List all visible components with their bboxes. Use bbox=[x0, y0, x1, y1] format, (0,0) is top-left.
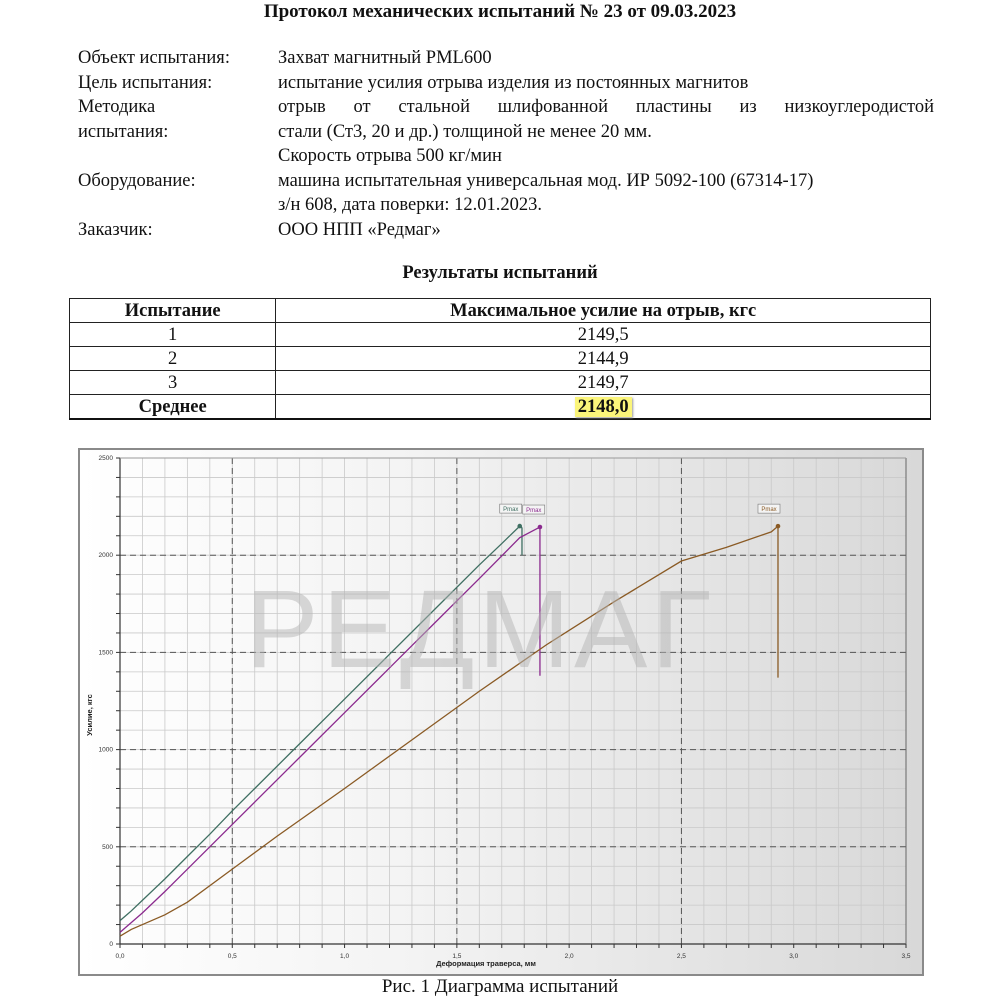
test-number: 1 bbox=[70, 323, 276, 347]
average-row bbox=[70, 395, 931, 420]
x-tick-label: 2,5 bbox=[676, 953, 686, 960]
table-row bbox=[70, 347, 931, 371]
y-axis-label: Усилие, кгс bbox=[85, 694, 94, 736]
peak-marker bbox=[538, 525, 543, 530]
object-label: Объект испытания: bbox=[78, 48, 230, 68]
method-value-2: стали (Ст3, 20 и др.) толщиной не менее 20 мм. bbox=[278, 121, 652, 142]
goal-label: Цель испытания: bbox=[78, 72, 213, 93]
info-row-equipment bbox=[78, 169, 934, 194]
test-info bbox=[78, 46, 934, 242]
equipment-label: Оборудование: bbox=[78, 170, 196, 191]
test-value: 2149,7 bbox=[276, 371, 931, 395]
test-number: 3 bbox=[70, 371, 276, 395]
peak-label: Pmax bbox=[761, 506, 777, 513]
x-tick-label: 2,0 bbox=[564, 953, 574, 960]
customer-value: ООО НПП «Редмаг» bbox=[278, 219, 441, 240]
info-row-method-3 bbox=[78, 144, 934, 169]
test-number: 2 bbox=[70, 347, 276, 371]
method-value-3: Скорость отрыва 500 кг/мин bbox=[278, 146, 502, 166]
average-cell bbox=[276, 395, 931, 420]
x-tick-label: 1,5 bbox=[452, 953, 462, 960]
info-row-equipment-2 bbox=[78, 193, 934, 218]
y-tick-label: 2500 bbox=[98, 455, 113, 462]
x-tick-label: 1,0 bbox=[340, 953, 350, 960]
empty-label bbox=[78, 193, 278, 218]
info-row-method-2 bbox=[78, 120, 934, 145]
test-chart bbox=[78, 448, 924, 976]
results-table bbox=[69, 298, 931, 420]
method-value-1: отрыв от стальной шлифованной пластины из низкоуглеродистой bbox=[278, 97, 934, 117]
average-label: Среднее bbox=[70, 395, 276, 420]
results-title: Результаты испытаний bbox=[402, 263, 598, 283]
x-axis-label: Деформация траверса, мм bbox=[436, 959, 536, 968]
average-value: 2148,0 bbox=[575, 397, 632, 417]
peak-marker bbox=[517, 524, 522, 529]
major-grid bbox=[120, 458, 906, 944]
axes bbox=[116, 458, 906, 948]
header-test: Испытание bbox=[70, 299, 276, 323]
info-row-object bbox=[78, 46, 934, 71]
y-tick-label: 1000 bbox=[98, 746, 113, 754]
table-header-row bbox=[70, 299, 931, 323]
peak-label: Pmax bbox=[526, 507, 542, 514]
x-tick-label: 0,0 bbox=[115, 953, 125, 960]
equipment-value-2: з/н 608, дата поверки: 12.01.2023. bbox=[278, 195, 543, 215]
y-tick-label: 0 bbox=[109, 941, 113, 948]
table-row bbox=[70, 323, 931, 347]
figure-caption: Рис. 1 Диаграмма испытаний bbox=[381, 976, 619, 997]
object-value: Захват магнитный PML600 bbox=[278, 48, 492, 68]
empty-label bbox=[78, 144, 278, 169]
test-value: 2144,9 bbox=[276, 347, 931, 371]
minor-grid bbox=[120, 458, 906, 944]
header-max-force: Максимальное усилие на отрыв, кгс bbox=[276, 299, 931, 323]
y-tick-labels bbox=[99, 455, 114, 948]
info-row-method bbox=[78, 95, 934, 120]
info-row-goal bbox=[78, 71, 934, 96]
method-label-2: испытания: bbox=[78, 121, 169, 142]
goal-value: испытание усилия отрыва изделия из постоянных магнитов bbox=[278, 72, 749, 93]
customer-label: Заказчик: bbox=[78, 219, 153, 240]
y-tick-label: 2000 bbox=[98, 552, 113, 560]
x-tick-label: 3,0 bbox=[789, 953, 799, 960]
y-tick-label: 500 bbox=[102, 843, 113, 851]
series-line bbox=[120, 527, 540, 932]
series-line bbox=[120, 526, 778, 936]
watermark: РЕДМАГ bbox=[245, 568, 715, 691]
peak-marker bbox=[776, 524, 781, 529]
protocol-title: Протокол механических испытаний № 23 от 09.03.2023 bbox=[263, 1, 737, 22]
info-row-customer bbox=[78, 218, 934, 243]
peak-label: Pmax bbox=[503, 506, 519, 513]
peak-labels bbox=[500, 504, 780, 514]
chart-svg bbox=[80, 450, 922, 974]
method-label-1: Методика bbox=[78, 97, 156, 117]
x-tick-label: 0,5 bbox=[227, 953, 237, 960]
equipment-value-1: машина испытательная универсальная мод. ИР 5092-100 (67314-17) bbox=[278, 170, 814, 191]
series-line bbox=[120, 526, 522, 921]
x-tick-label: 3,5 bbox=[901, 953, 911, 960]
table-row bbox=[70, 371, 931, 395]
test-value: 2149,5 bbox=[276, 323, 931, 347]
y-tick-label: 1500 bbox=[98, 649, 113, 657]
